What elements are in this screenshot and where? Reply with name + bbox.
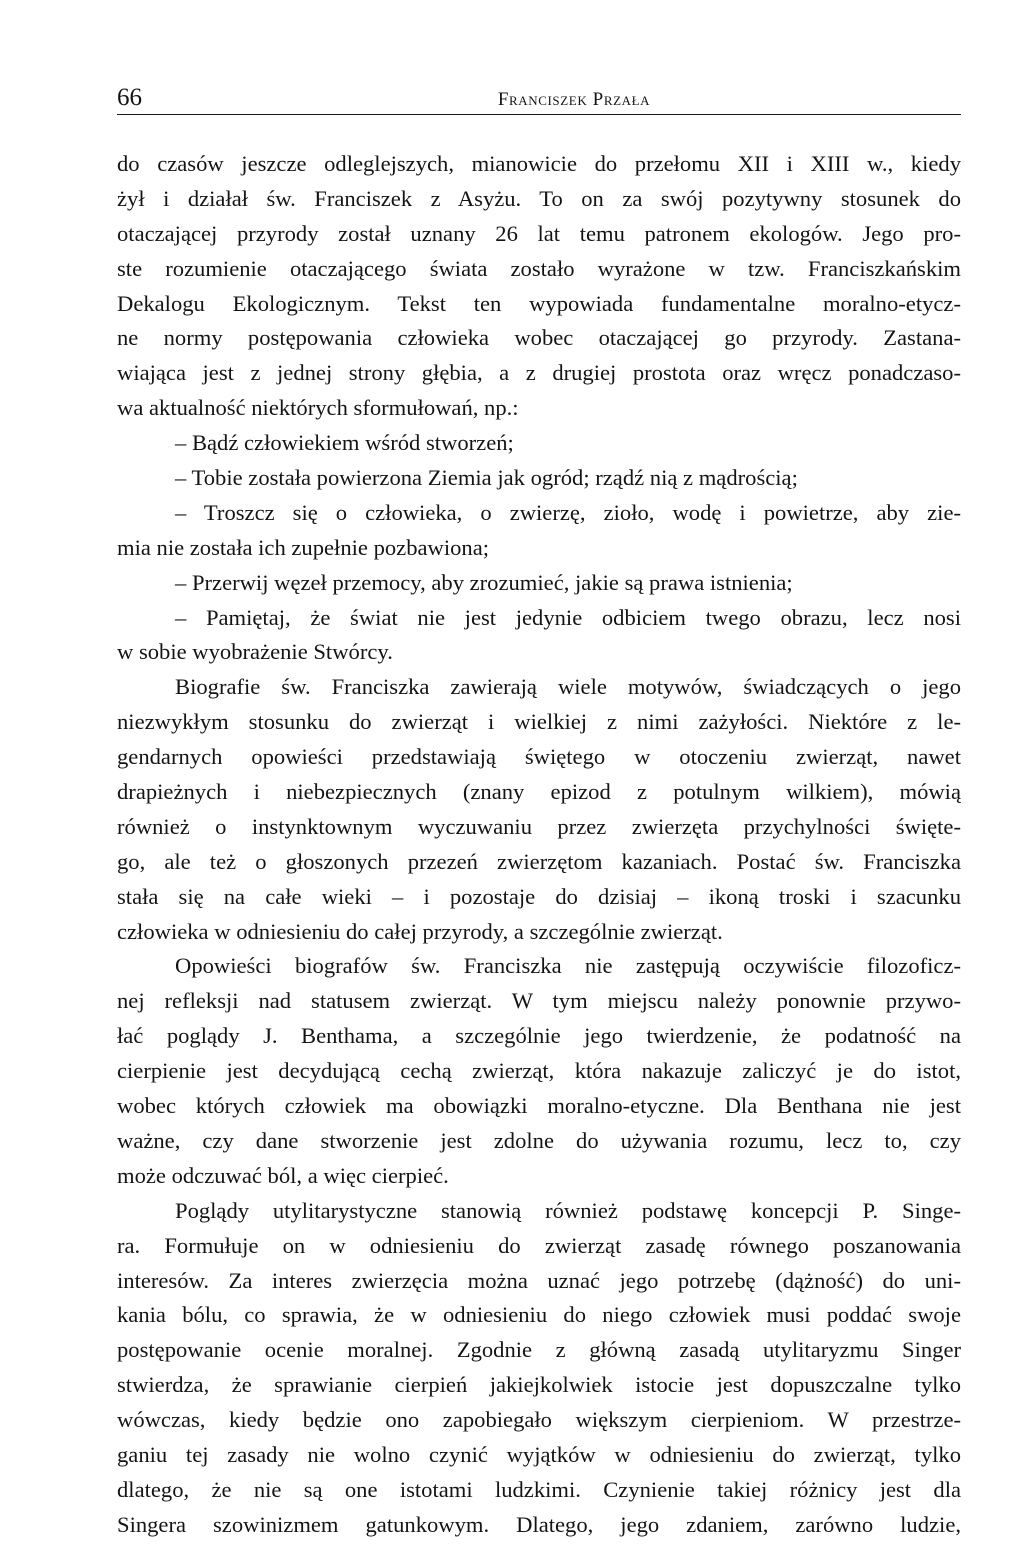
text-line: ste rozumienie otaczającego świata zostało wyrażone w tzw. Franciszkańskim (117, 255, 961, 281)
text-line: może odczuwać ból, a więc cierpieć. (117, 1162, 449, 1188)
text-line: – Bądź człowiekiem wśród stworzeń; (175, 430, 514, 456)
text-line: mia nie została ich zupełnie pozbawiona; (117, 534, 490, 560)
text-line: stwierdza, że sprawianie cierpień jakiejkolwiek istocie jest dopuszczalne tylko (117, 1372, 961, 1398)
text-line: człowieka w odniesieniu do całej przyrody, a szczególnie zwierząt. (117, 918, 723, 944)
text-line: – Przerwij węzeł przemocy, aby zrozumieć, jakie są prawa istnienia; (175, 569, 793, 595)
text-line: gendarnych opowieści przedstawiają świętego w otoczeniu zwierząt, nawet (117, 744, 961, 770)
text-line: żył i działał św. Franciszek z Asyżu. To on za swój pozytywny stosunek do (117, 185, 961, 211)
text-line: ważne, czy dane stworzenie jest zdolne do używania rozumu, lecz to, czy (117, 1127, 961, 1153)
page-number: 66 (117, 84, 142, 111)
text-line: postępowanie ocenie moralnej. Zgodnie z główną zasadą utylitaryzmu Singer (117, 1337, 961, 1363)
text-line: dlatego, że nie są one istotami ludzkimi. Czynienie takiej różnicy jest dla (117, 1476, 961, 1502)
text-line: stała się na całe wieki – i pozostaje do dzisiaj – ikoną troski i szacunku (117, 883, 961, 909)
text-line: również o instynktownym wyczuwaniu przez zwierzęta przychylności święte- (117, 813, 961, 839)
text-line: interesów. Za interes zwierzęcia można uznać jego potrzebę (dążność) do uni- (117, 1267, 961, 1293)
text-line: cierpienie jest decydującą cechą zwierząt, która nakazuje zaliczyć je do istot, (117, 1058, 961, 1084)
text-line: nej refleksji nad statusem zwierząt. W tym miejscu należy ponownie przywo- (117, 988, 961, 1014)
text-line: wa aktualność niektórych sformułowań, np.: (117, 395, 519, 421)
text-line: Opowieści biografów św. Franciszka nie zastępują oczywiście filozoficz- (175, 953, 961, 979)
text-line: niezwykłym stosunku do zwierząt i wielkiej z nimi zażyłości. Niektóre z le- (117, 709, 961, 735)
page-header (117, 84, 961, 115)
text-line: łać poglądy J. Benthama, a szczególnie jego twierdzenie, że podatność na (117, 1023, 961, 1049)
text-line: Dekalogu Ekologicznym. Tekst ten wypowiada fundamentalne moralno-etycz- (117, 290, 961, 316)
text-line: do czasów jeszcze odleglejszych, mianowicie do przełomu XII i XIII w., kiedy (117, 151, 961, 176)
text-line: ra. Formułuje on w odniesieniu do zwierząt zasadę równego poszanowania (117, 1232, 961, 1258)
text-line: ganiu tej zasady nie wolno czynić wyjątków w odniesieniu do zwierząt, tylko (117, 1441, 961, 1467)
text-line: – Troszcz się o człowieka, o zwierzę, zioło, wodę i powietrze, aby zie- (175, 499, 961, 525)
body-text (117, 147, 961, 1543)
text-line: Biografie św. Franciszka zawierają wiele motywów, świadczących o jego (175, 674, 961, 700)
text-line: w sobie wyobrażenie Stwórcy. (117, 639, 393, 665)
text-line: wówczas, kiedy będzie ono zapobiegało większym cierpieniom. W przestrze- (117, 1407, 961, 1433)
text-line: drapieżnych i niebezpiecznych (znany epizod z potulnym wilkiem), mówią (117, 779, 961, 805)
text-line: go, ale też o głoszonych przezeń zwierzętom kazaniach. Postać św. Franciszka (117, 848, 961, 874)
text-line: ne normy postępowania człowieka wobec otaczającej go przyrody. Zastana- (117, 325, 961, 351)
text-line: Singera szowinizmem gatunkowym. Dlatego, jego zdaniem, zarówno ludzie, (117, 1511, 961, 1537)
text-line: wobec których człowiek ma obowiązki moralno-etyczne. Dla Benthana nie jest (117, 1093, 961, 1119)
text-line: kania bólu, co sprawia, że w odniesieniu do niego człowiek musi poddać swoje (117, 1302, 961, 1328)
text-line: wiająca jest z jednej strony głębia, a z drugiej prostota oraz wręcz ponadczaso- (117, 360, 961, 386)
running-head: Franciszek Przała (497, 89, 651, 110)
text-line: otaczającej przyrody został uznany 26 lat temu patronem ekologów. Jego pro- (117, 220, 961, 246)
text-line: Poglądy utylitarystyczne stanowią również podstawę koncepcji P. Singe- (175, 1197, 961, 1223)
text-line: – Pamiętaj, że świat nie jest jedynie odbiciem twego obrazu, lecz nosi (175, 604, 961, 630)
text-line: – Tobie została powierzona Ziemia jak ogród; rządź nią z mądrością; (175, 465, 798, 491)
